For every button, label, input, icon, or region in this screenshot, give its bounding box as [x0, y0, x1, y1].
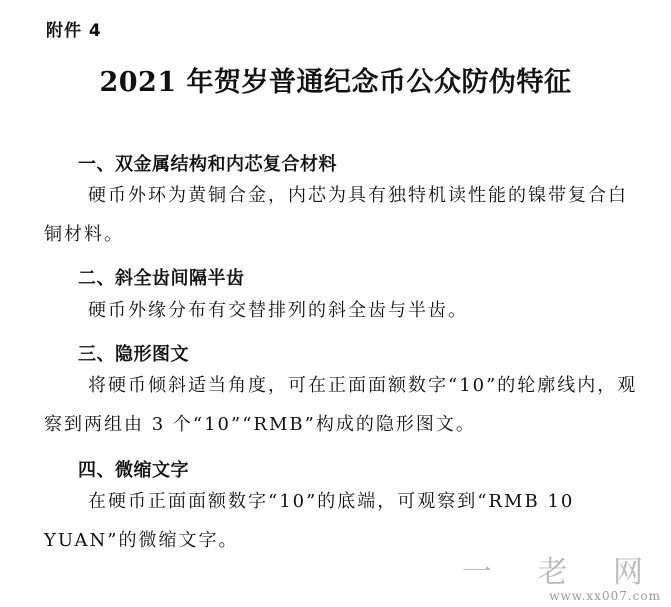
section-heading-4: 四、微缩文字 [78, 460, 189, 481]
section-heading-1: 一、双金属结构和内芯复合材料 [78, 154, 337, 175]
watermark-url: www.xx007.com [549, 589, 661, 603]
section-body-1: 硬币外环为黄铜合金，内芯为具有独特机读性能的镍带复合白铜材料。 [44, 185, 628, 245]
section-body-2: 硬币外缘分布有交替排列的斜全齿与半齿。 [88, 300, 468, 321]
document-title: 2021 年贺岁普通纪念币公众防伪特征 [99, 67, 572, 98]
watermark-logo: 一 老 网 [461, 555, 661, 590]
attachment-label: 附件 4 [46, 21, 102, 41]
section-body-3: 将硬币倾斜适当角度，可在正面面额数字“10”的轮廓线内，观察到两组由 3 个“10”“RMB”构成的隐形图文。 [44, 375, 638, 435]
watermark [462, 557, 661, 603]
section-body-4: 在硬币正面面额数字“10”的底端，可观察到“RMB 10 YUAN”的微缩文字。 [44, 491, 575, 551]
section-heading-2: 二、斜全齿间隔半齿 [78, 268, 245, 289]
section-heading-3: 三、隐形图文 [78, 344, 189, 365]
